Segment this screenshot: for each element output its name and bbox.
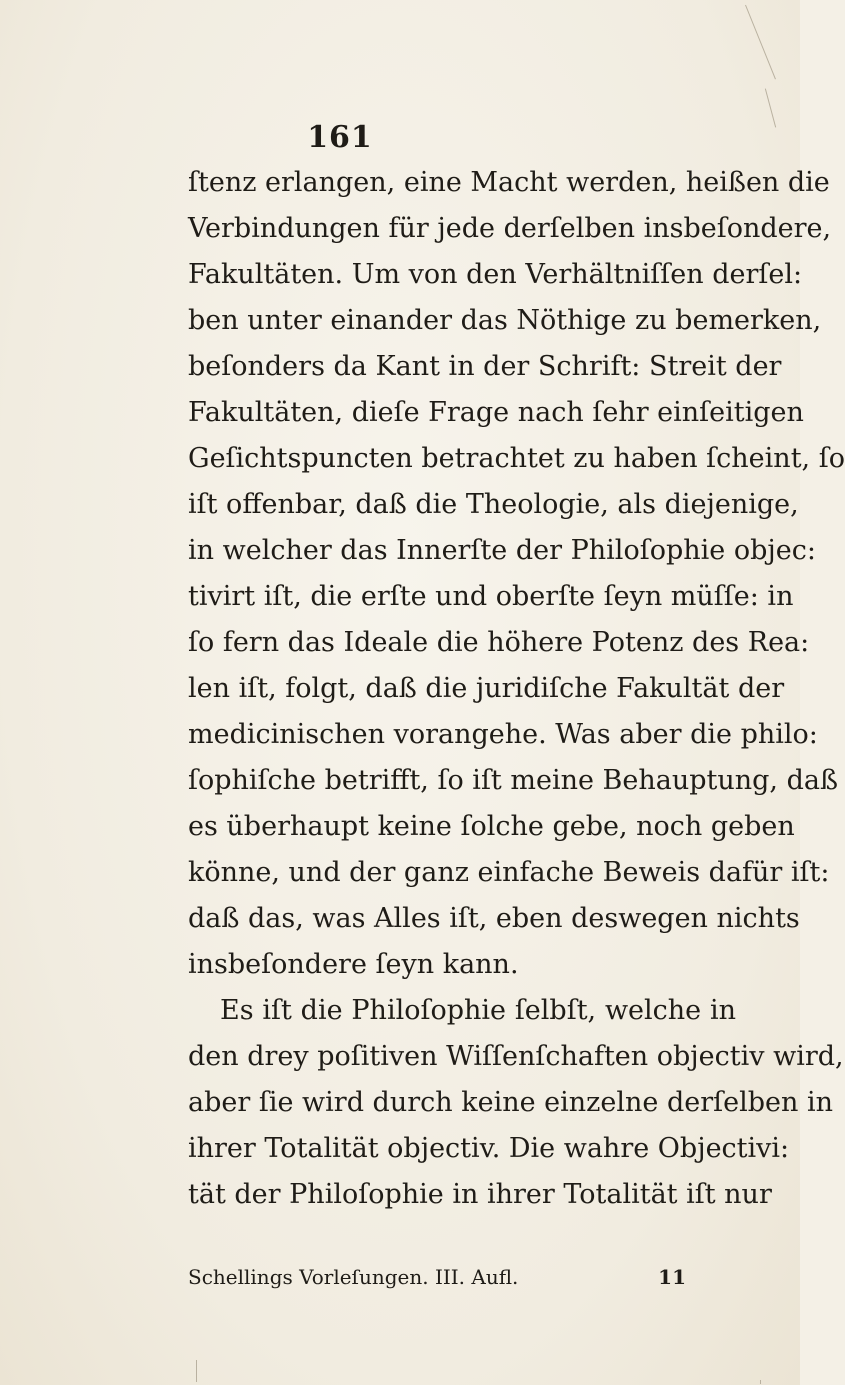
text-line: es überhaupt keine ſolche gebe, noch geben <box>188 811 795 842</box>
text-line: medicinischen vorangehe. Was aber die philo: <box>188 719 818 750</box>
text-line: könne, und der ganz einfache Beweis dafür iſt: <box>188 857 830 888</box>
scan-mark <box>760 1380 761 1384</box>
signature-mark: 11 <box>658 1265 686 1289</box>
scan-mark <box>196 1360 197 1382</box>
text-line: Es iſt die Philoſophie ſelbſt, welche in <box>220 995 736 1026</box>
text-line: ſo fern das Ideale die höhere Potenz des Rea: <box>188 627 810 658</box>
text-line: aber ſie wird durch keine einzelne derſelben in <box>188 1087 833 1118</box>
text-line: Geſichtspuncten betrachtet zu haben ſcheint, ſo <box>188 443 845 474</box>
footer-title: Schellings Vorleſungen. III. Aufl. <box>188 1265 519 1289</box>
text-line: tivirt iſt, die erſte und oberſte ſeyn müſſe: in <box>188 581 794 612</box>
text-line: Verbindungen für jede derſelben insbeſondere, <box>188 213 832 244</box>
text-line: in welcher das Innerſte der Philoſophie objec: <box>188 535 816 566</box>
text-line: len iſt, folgt, daß die juridiſche Fakultät der <box>188 673 785 704</box>
scan-mark <box>765 89 776 128</box>
text-line: ben unter einander das Nöthige zu bemerken, <box>188 305 822 336</box>
text-line: ſophiſche betrifft, ſo iſt meine Behauptung, daß <box>188 765 839 796</box>
text-line: den drey poſitiven Wiſſenſchaften objectiv wird, <box>188 1041 844 1072</box>
text-line: iſt offenbar, daß die Theologie, als diejenige, <box>188 489 799 520</box>
text-line: tät der Philoſophie in ihrer Totalität iſt nur <box>188 1179 772 1210</box>
text-line: Fakultäten, dieſe Frage nach ſehr einſeitigen <box>188 397 804 428</box>
body-text <box>188 160 845 1218</box>
text-line: insbeſondere ſeyn kann. <box>188 949 519 980</box>
page-number: 161 <box>307 120 373 155</box>
page-footer <box>188 1262 736 1292</box>
text-line: Fakultäten. Um von den Verhältniſſen derſel: <box>188 259 803 290</box>
text-line: beſonders da Kant in der Schrift: Streit der <box>188 351 782 382</box>
scan-mark <box>745 5 776 80</box>
text-line: ihrer Totalität objectiv. Die wahre Objectivi: <box>188 1133 790 1164</box>
text-line: daß das, was Alles iſt, eben deswegen nichts <box>188 903 800 934</box>
text-line: ſtenz erlangen, eine Macht werden, heißen die <box>188 167 830 198</box>
